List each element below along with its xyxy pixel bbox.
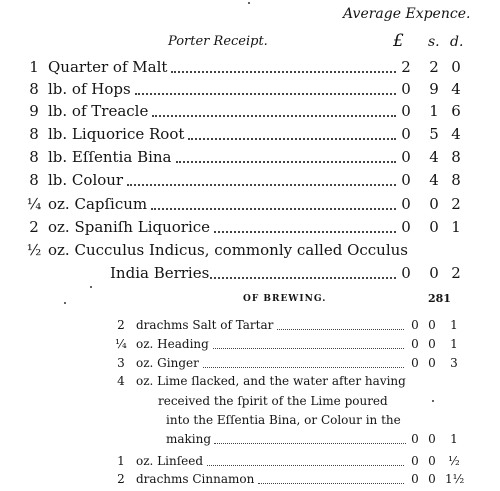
ink-speck <box>432 400 434 402</box>
lime-line-3 <box>0 413 500 432</box>
average-expence-heading: Average Expence. <box>343 6 471 22</box>
item-quantity: 9 <box>29 102 39 120</box>
amount-pence: 1 <box>451 218 461 236</box>
item-label: lb. Colour <box>48 171 124 189</box>
item-label: oz. Cucculus Indicus, commonly called Occulus <box>48 241 408 259</box>
item-quantity: 3 <box>117 356 125 370</box>
lime-line-4 <box>0 432 500 451</box>
amount-pounds: 0 <box>411 337 419 351</box>
dot-leader <box>258 483 404 484</box>
item-quantity: 2 <box>117 472 125 486</box>
item-label: drachms Cinnamon <box>136 472 255 486</box>
item-label: drachms Salt of Tartar <box>136 318 274 332</box>
receipt-title: Porter Receipt. <box>168 34 268 49</box>
dot-leader <box>188 138 396 140</box>
amount-pence: 0 <box>451 58 461 76</box>
item-label: oz. Linſeed <box>136 454 204 468</box>
amount-pounds: 0 <box>401 195 411 213</box>
lime-line-1 <box>0 374 500 393</box>
list-item <box>0 454 500 473</box>
dot-leader <box>171 71 396 73</box>
amount-pounds: 0 <box>401 264 411 282</box>
item-quantity: 8 <box>29 171 39 189</box>
amount-pence: 3 <box>450 356 458 370</box>
cocculus-line-1 <box>0 241 500 263</box>
item-quantity: 8 <box>29 148 39 166</box>
amount-pence: 1½ <box>445 472 465 486</box>
amount-pounds: 0 <box>401 80 411 98</box>
item-label-continued: making <box>166 432 212 446</box>
amount-shillings: 0 <box>428 337 436 351</box>
pence-column-header: d. <box>450 34 464 50</box>
amount-pounds: 0 <box>401 125 411 143</box>
dot-leader <box>207 465 404 466</box>
amount-pence: 4 <box>451 80 461 98</box>
amount-pence: 2 <box>451 195 461 213</box>
dot-leader <box>210 277 396 279</box>
dot-leader <box>135 93 396 95</box>
amount-pounds: 0 <box>411 472 419 486</box>
item-label: oz. Ginger <box>136 356 199 370</box>
ink-speck <box>90 286 92 288</box>
dot-leader <box>214 443 406 444</box>
item-quantity: ½ <box>26 241 42 259</box>
item-quantity: 4 <box>117 374 125 388</box>
amount-shillings: 0 <box>428 318 436 332</box>
amount-pounds: 0 <box>411 356 419 370</box>
page-number: 281 <box>428 292 451 305</box>
amount-pounds: 0 <box>401 171 411 189</box>
dot-leader <box>213 348 404 349</box>
amount-shillings: 2 <box>429 58 439 76</box>
amount-shillings: 0 <box>428 472 436 486</box>
amount-pence: 2 <box>451 264 461 282</box>
amount-pence: 4 <box>451 125 461 143</box>
amount-pence: 8 <box>451 148 461 166</box>
dot-leader <box>127 184 396 186</box>
amount-pence: 1 <box>450 432 458 446</box>
item-quantity: 8 <box>29 125 39 143</box>
item-label: lb. of Hops <box>48 80 131 98</box>
item-quantity: 2 <box>29 218 39 236</box>
item-label: oz. Spaniſh Liquorice <box>48 218 211 236</box>
running-head-title: OF BREWING. <box>243 294 327 304</box>
list-item <box>0 80 500 102</box>
amount-shillings: 0 <box>428 432 436 446</box>
item-quantity: 2 <box>117 318 125 332</box>
item-label: oz. Capſicum <box>48 195 148 213</box>
dot-leader <box>152 115 396 117</box>
dot-leader <box>151 208 396 210</box>
amount-pence: 1 <box>450 318 458 332</box>
item-quantity: 1 <box>117 454 125 468</box>
amount-pence: ½ <box>448 454 460 468</box>
dot-leader <box>176 161 396 163</box>
list-item <box>0 171 500 193</box>
amount-shillings: 0 <box>429 195 439 213</box>
dot-leader <box>214 231 396 233</box>
list-item <box>0 472 500 491</box>
amount-shillings: 4 <box>429 148 439 166</box>
item-label: lb. of Treacle <box>48 102 149 120</box>
amount-shillings: 0 <box>428 454 436 468</box>
amount-pounds: 0 <box>411 454 419 468</box>
ink-speck <box>64 302 66 304</box>
item-label-continued: India Berries <box>110 264 210 282</box>
item-quantity: ¼ <box>115 337 127 351</box>
amount-shillings: 0 <box>429 218 439 236</box>
list-item <box>0 318 500 337</box>
list-item <box>0 125 500 147</box>
item-quantity: 8 <box>29 80 39 98</box>
item-quantity: 1 <box>29 58 39 76</box>
amount-pounds: 0 <box>411 432 419 446</box>
shillings-column-header: s. <box>428 34 440 50</box>
list-item <box>0 195 500 217</box>
list-item <box>0 58 500 80</box>
amount-shillings: 0 <box>429 264 439 282</box>
lime-line-2 <box>0 394 500 413</box>
list-item <box>0 356 500 375</box>
item-label-continued: received the ſpirit of the Lime poured <box>158 394 388 408</box>
amount-pounds: 0 <box>401 102 411 120</box>
list-item <box>0 218 500 240</box>
amount-pounds: 2 <box>401 58 411 76</box>
amount-shillings: 5 <box>429 125 439 143</box>
amount-pence: 6 <box>451 102 461 120</box>
item-quantity: ¼ <box>26 195 42 213</box>
item-label: lb. Liquorice Root <box>48 125 185 143</box>
dot-leader <box>277 329 404 330</box>
amount-shillings: 4 <box>429 171 439 189</box>
cocculus-line-2 <box>0 264 500 286</box>
item-label: oz. Heading <box>136 337 209 351</box>
amount-pounds: 0 <box>401 218 411 236</box>
ink-speck <box>248 2 250 4</box>
item-label: Quarter of Malt <box>48 58 168 76</box>
item-label-continued: into the Eſſentia Bina, or Colour in the <box>166 413 401 427</box>
amount-shillings: 0 <box>428 356 436 370</box>
dot-leader <box>203 367 404 368</box>
list-item <box>0 337 500 356</box>
amount-pence: 8 <box>451 171 461 189</box>
amount-pounds: 0 <box>411 318 419 332</box>
list-item <box>0 102 500 124</box>
pound-column-header: £ <box>393 31 404 51</box>
amount-shillings: 9 <box>429 80 439 98</box>
amount-pounds: 0 <box>401 148 411 166</box>
item-label: oz. Lime ſlacked, and the water after having <box>136 374 406 388</box>
item-label: lb. Eſſentia Bina <box>48 148 172 166</box>
list-item <box>0 148 500 170</box>
amount-shillings: 1 <box>429 102 439 120</box>
amount-pence: 1 <box>450 337 458 351</box>
